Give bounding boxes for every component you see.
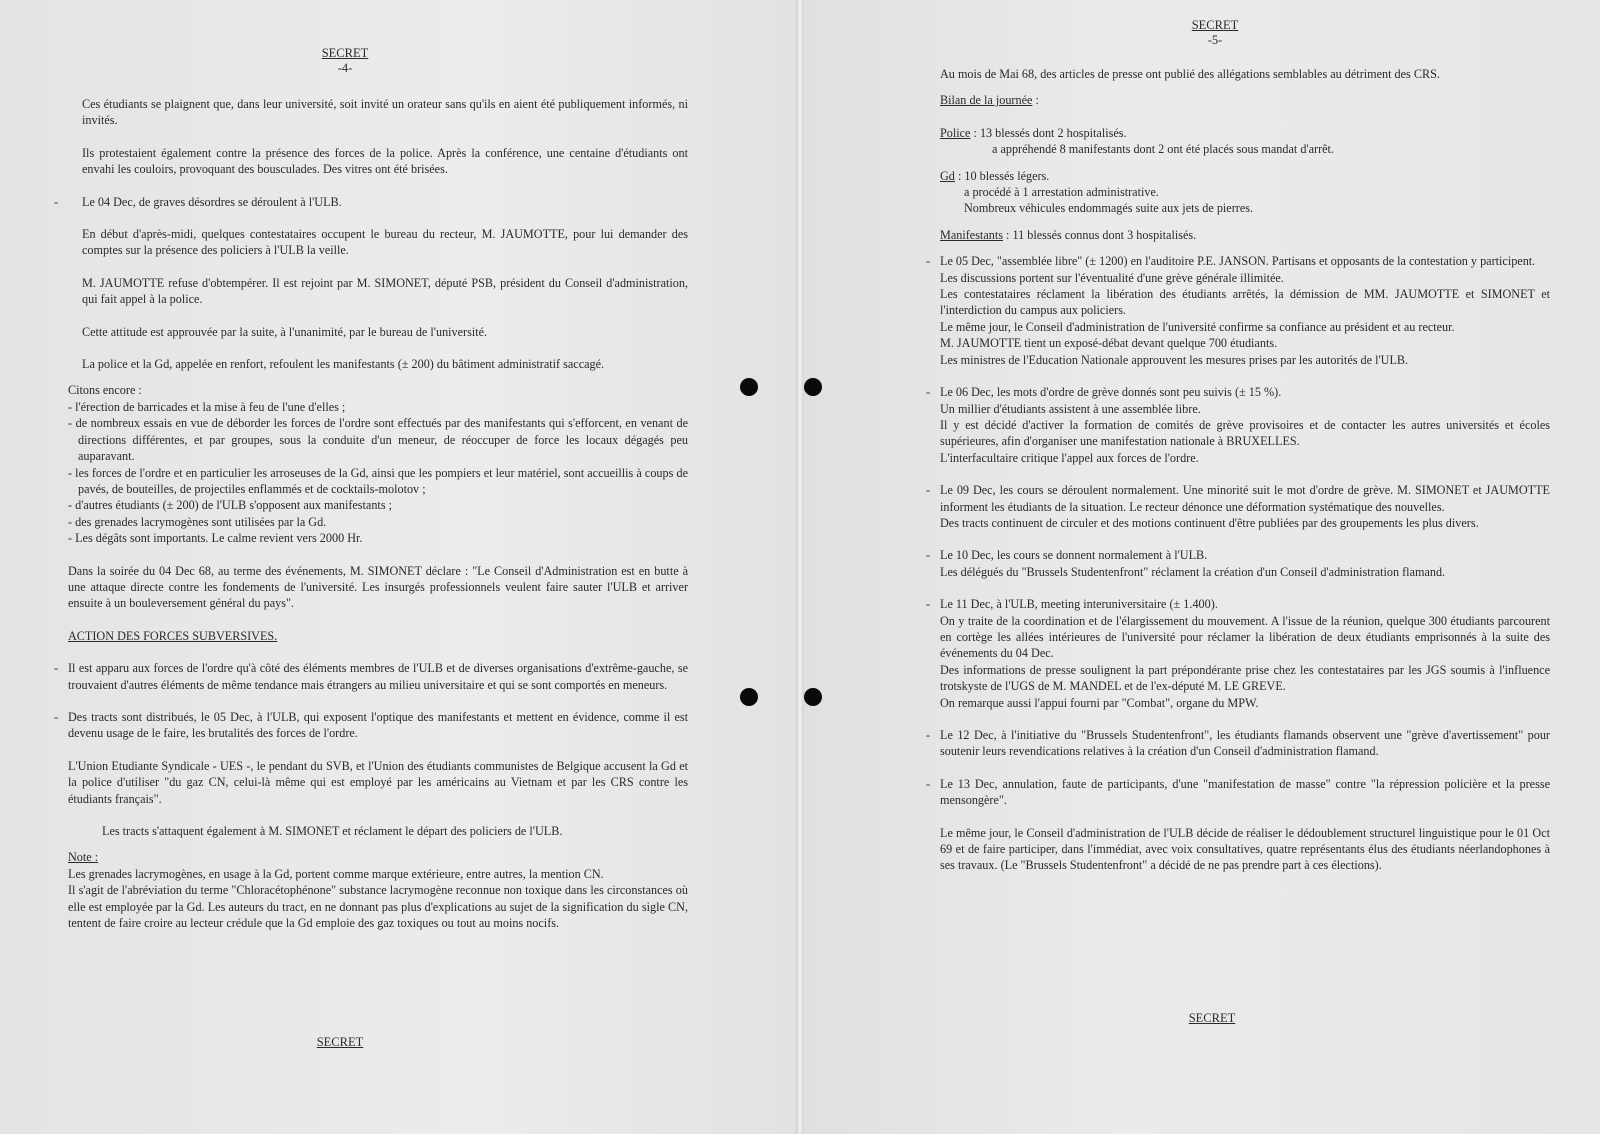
- paragraph: Au mois de Mai 68, des articles de presse ont publié des allégations semblables au détriment des CRS.: [940, 67, 1440, 81]
- note-text: Il s'agit de l'abréviation du terme "Chloracétophénone" substance lacrymogène reconnue non toxique dans les circonstances où elle est employée par la Gd. Les auteurs du tract, en ne donnant pas plus d'explications au sujet de la signification du sigle CN, tentent de faire croire au lecteur crédule que la Gd emploie des gaz toxiques ou tout au moins nocifs.: [68, 883, 688, 931]
- paragraph: Dans la soirée du 04 Dec 68, au terme des événements, M. SIMONET déclare : "Le Conseil d'Administration est en butte à une attaque directe contre les fondements de l'université. Les insurgés professionnels veulent faire sauter l'ULB et arriver ensuite à un bouleversement général du pays".: [68, 563, 688, 611]
- event-10-dec: - Le 10 Dec, les cours se donnent normalement à l'ULB. Les délégués du "Brussels Studentenfront" réclament la création d'un Conseil d'administration flamand.: [926, 548, 1446, 579]
- event-05-dec: - Le 05 Dec, "assemblée libre" (± 1200) en l'auditoire P.E. JANSON. Partisans et opposants de la contestation y participent. Les discussions portent sur l'éventualité d'une grève générale illimitée. Les contestataires réclament la libération des étudiants arrêtés, la démission de MM. JAUMOTTE et SIMONET et l'interdiction du campus aux policiers. Le même jour, le Conseil d'administration de l'université confirme sa confiance au président et au recteur. M. JAUMOTTE tient un exposé-débat devant quelque 700 étudiants. Les ministres de l'Education Nationale approuvent les mesures prises par les autorités de l'ULB.: [926, 254, 1550, 367]
- gd-line: a procédé à 1 arrestation administrative.: [964, 185, 1159, 200]
- section-title: ACTION DES FORCES SUBVERSIVES.: [68, 628, 278, 643]
- secret-header: SECRET: [1191, 18, 1239, 32]
- bilan-heading: Bilan de la journée :: [940, 93, 1039, 108]
- list-item: - l'érection de barricades et la mise à feu de l'une d'elles ;: [68, 399, 346, 414]
- note-label: Note :: [68, 850, 99, 865]
- list-item: - de nombreux essais en vue de déborder les forces de l'ordre sont effectués par des manifestants qui s'efforcent, en venant de directions différentes, et par groupes, sous la conduite d'un meneur, de réoccuper de force les locaux dégagés peu auparavant.: [68, 416, 688, 464]
- event-11-dec: - Le 11 Dec, à l'ULB, meeting interuniversitaire (± 1.400). On y traite de la coordination et de l'élargissement du mouvement. A l'issue de la réunion, quelque 300 étudiants parcourent en cortège les allées intérieures de l'université pour réclamer la libération de deux étudiants emprisonnés à la suite des événements du 04 Dec. Des informations de presse soulignent la part prépondérante prise chez les contestataires par les JGS soumis à l'influence trotskyste de l'UGS de M. MANDEL et de l'ex-député M. LE GREVE. On remarque aussi l'appui fourni par "Combat", organe du MPW.: [926, 597, 1550, 710]
- list-item: - d'autres étudiants (± 200) de l'ULB s'opposent aux manifestants ;: [68, 498, 392, 513]
- page-number: -5-: [1207, 33, 1223, 47]
- paragraph-dated: - Le 04 Dec, de graves désordres se déroulent à l'ULB.: [54, 194, 342, 209]
- paragraph-dashed: - Des tracts sont distribués, le 05 Dec, à l'ULB, qui exposent l'optique des manifestants et mettent en évidence, comme il est devenu usage de le faire, les brutalités des forces de l'ordre.: [54, 709, 688, 741]
- event-13-dec: - Le 13 Dec, annulation, faute de participants, d'une "manifestation de masse" contre "la répression policière et la presse mensongère".: [926, 776, 1550, 808]
- page-number: -4-: [337, 61, 353, 75]
- secret-footer: SECRET: [316, 1035, 364, 1049]
- paragraph: Le même jour, le Conseil d'administration de l'ULB décide de réaliser le dédoublement structurel linguistique pour le 01 Oct 69 et de faire participer, dans l'immédiat, avec voix consultatives, quatre représentants élus des étudiants néerlandophones à ses travaux. (Le "Brussels Studentenfront" a décidé de ne pas prendre part à ces élections).: [940, 825, 1550, 873]
- paragraph: Ils protestaient également contre la présence des forces de la police. Après la conférence, une centaine d'étudiants ont envahi les couloirs, provoquant des bousculades. Des vitres ont été brisées.: [82, 145, 688, 177]
- page-header: [1180, 18, 1250, 48]
- event-09-dec: - Le 09 Dec, les cours se déroulent normalement. Une minorité suit le mot d'ordre de grève. M. SIMONET et JAUMOTTE informent les étudiants de la situation. Le recteur dénonce une déformation systématique des nouvelles. Des tracts continuent de circuler et des motions continuent d'être publiées par des groupements les plus divers.: [926, 483, 1550, 530]
- gd-line: Gd : 10 blessés légers.: [940, 168, 1050, 183]
- punch-hole: [740, 378, 758, 396]
- page-fold: [796, 0, 804, 1134]
- paragraph: M. JAUMOTTE refuse d'obtempérer. Il est rejoint par M. SIMONET, député PSB, président du Conseil d'administration, qui fait appel à la police.: [82, 275, 688, 307]
- paragraph-dashed: - Il est apparu aux forces de l'ordre qu'à côté des éléments membres de l'ULB et de diverses organisations d'extrême-gauche, se trouvaient d'autres éléments de même tendance mais étrangers au milieu universitaire et qui se sont comportés en meneurs.: [54, 661, 688, 692]
- punch-hole: [740, 688, 758, 706]
- paragraph: En début d'après-midi, quelques contestataires occupent le bureau du recteur, M. JAUMOTTE, pour lui demander des comptes sur la présence des policiers à l'ULB la veille.: [82, 227, 688, 258]
- list-item: - les forces de l'ordre et en particulier les arroseuses de la Gd, ainsi que les pompiers et leur matériel, sont accueillis à coups de pavés, de bouteilles, de projectiles enflammés et de cocktails-molotov ;: [68, 465, 688, 496]
- paragraph: Les tracts s'attaquent également à M. SIMONET et réclament le départ des policiers de l'ULB.: [102, 824, 563, 838]
- gd-line: Nombreux véhicules endommagés suite aux jets de pierres.: [964, 201, 1254, 216]
- note-text: Les grenades lacrymogènes, en usage à la Gd, portent comme marque extérieure, entre autres, la mention CN.: [68, 866, 604, 881]
- event-12-dec: - Le 12 Dec, à l'initiative du "Brussels Studentenfront", les étudiants flamands observent une "grève d'avertissement" pour soutenir leurs revendications relatives à la création d'un Conseil d'administration flamand.: [926, 728, 1550, 759]
- page-header: [310, 46, 380, 76]
- list-item: - des grenades lacrymogènes sont utilisées par la Gd.: [68, 514, 327, 529]
- secret-header: SECRET: [321, 46, 369, 60]
- event-06-dec: - Le 06 Dec, les mots d'ordre de grève donnés sont peu suivis (± 15 %). Un millier d'étudiants assistent à une assemblée libre. Il y est décidé d'activer la formation de comités de grève provisoires et de contacter les autres universités et écoles supérieures, afin d'organiser une manifestation nationale à BRUXELLES. L'interfacultaire critique l'appel aux forces de l'ordre.: [926, 385, 1550, 465]
- secret-footer: SECRET: [1188, 1011, 1236, 1025]
- event-list: [68, 399, 688, 547]
- page-body: [926, 66, 1550, 874]
- punch-hole: [804, 378, 822, 396]
- police-line: a appréhendé 8 manifestants dont 2 ont été placés sous mandat d'arrêt.: [992, 142, 1334, 157]
- police-line: Police : 13 blessés dont 2 hospitalisés.: [940, 125, 1127, 140]
- paragraph: L'Union Etudiante Syndicale - UES -, le pendant du SVB, et l'Union des étudiants communistes de Belgique accusent la Gd et la police d'utiliser "du gaz CN, celui-là même qui est employé par les américains au Vietnam et par les CRS contre les étudiants français".: [68, 758, 688, 806]
- list-intro: Citons encore :: [68, 383, 142, 398]
- punch-hole: [804, 688, 822, 706]
- page-body: [54, 96, 688, 931]
- paragraph: Cette attitude est approuvée par la suite, à l'unanimité, par le bureau de l'université.: [82, 324, 488, 339]
- paragraph: Ces étudiants se plaignent que, dans leur université, soit invité un orateur sans qu'ils en aient été publiquement informés, ni invités.: [82, 97, 688, 128]
- manifestants-line: Manifestants : 11 blessés connus dont 3 hospitalisés.: [940, 227, 1197, 242]
- list-item: - Les dégâts sont importants. Le calme revient vers 2000 Hr.: [68, 531, 363, 546]
- page-5: [800, 0, 1600, 1134]
- paragraph: La police et la Gd, appelée en renfort, refoulent les manifestants (± 200) du bâtiment administratif saccagé.: [82, 357, 605, 372]
